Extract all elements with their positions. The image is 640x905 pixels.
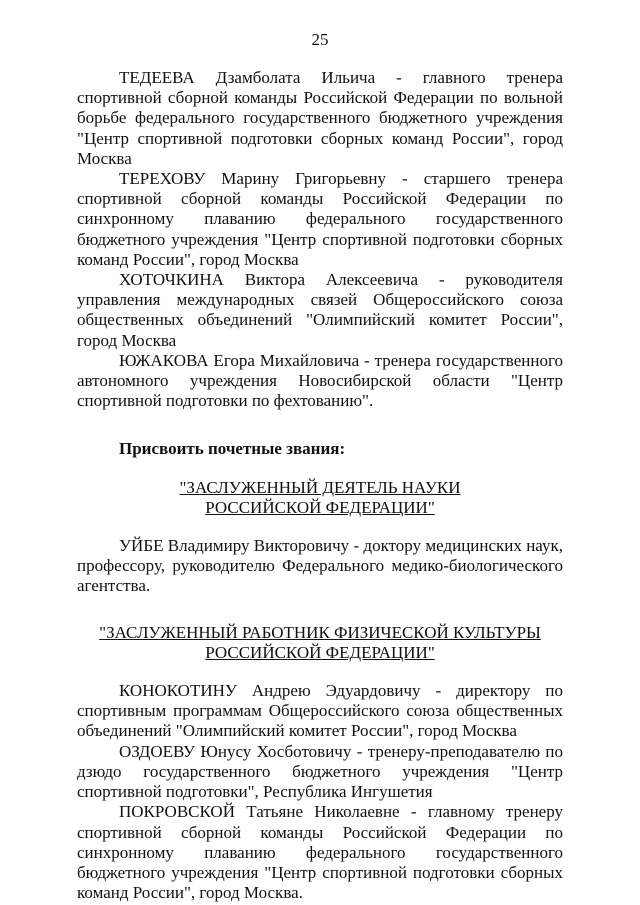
title-honored-sport-worker xyxy=(77,623,563,663)
document-body xyxy=(77,68,563,903)
paragraph-terekhova: ТЕРЕХОВУ Марину Григорьевну - старшего тренера спортивной сборной команды Российской Федерации по синхронному плаванию федерального государственного бюджетного учреждения "Центр спортивной подготовки сборных команд России", город Москва xyxy=(77,169,563,269)
paragraph-ozdoev: ОЗДОЕВУ Юнусу Хосботовичу - тренеру-преподавателю по дзюдо государственного бюджетного учреждения "Центр спортивной подготовки", Республика Ингушетия xyxy=(77,741,563,802)
page-number: 25 xyxy=(311,30,329,49)
award-heading: Присвоить почетные звания: xyxy=(119,439,346,459)
paragraph-konokotin: КОНОКОТИНУ Андрею Эдуардовичу - директору по спортивным программам Общероссийского союза общественных объединений "Олимпийский комитет России", город Москва xyxy=(77,681,563,741)
paragraph-khotochkin: ХОТОЧКИНА Виктора Алексеевича - руководителя управления международных связей Общероссийского союза общественных объединений "Олимпийский комитет России", город Москва xyxy=(77,270,563,350)
paragraph-uibe: УЙБЕ Владимиру Викторовичу - доктору медицинских наук, профессору, руководителю Федерального медико-биологического агентства. xyxy=(77,536,563,596)
paragraph-yuzhakov: ЮЖАКОВА Егора Михайловича - тренера государственного автономного учреждения Новосибирской области "Центр спортивной подготовки по фехтованию". xyxy=(77,350,563,411)
title-honored-science-worker xyxy=(77,478,563,518)
paragraph-tedeev: ТЕДЕЕВА Дзамболата Ильича - главного тренера спортивной сборной команды Российской Федерации по вольной борьбе федерального государственного бюджетного учреждения "Центр спортивной подготовки сборных команд России", город Москва xyxy=(77,68,563,168)
title-science-line1: "ЗАСЛУЖЕННЫЙ ДЕЯТЕЛЬ НАУКИ xyxy=(179,477,461,497)
title-sport-line2: РОССИЙСКОЙ ФЕДЕРАЦИИ" xyxy=(205,642,435,662)
paragraph-pokrovskaya: ПОКРОВСКОЙ Татьяне Николаевне - главному тренеру спортивной сборной команды Российской Федерации по синхронному плаванию федерального государственного бюджетного учреждения "Центр спортивной подготовки сборных команд России", город Москва. xyxy=(77,802,563,903)
title-science-line2: РОССИЙСКОЙ ФЕДЕРАЦИИ" xyxy=(205,497,435,517)
title-sport-line1: "ЗАСЛУЖЕННЫЙ РАБОТНИК ФИЗИЧЕСКОЙ КУЛЬТУРЫ xyxy=(99,622,541,642)
